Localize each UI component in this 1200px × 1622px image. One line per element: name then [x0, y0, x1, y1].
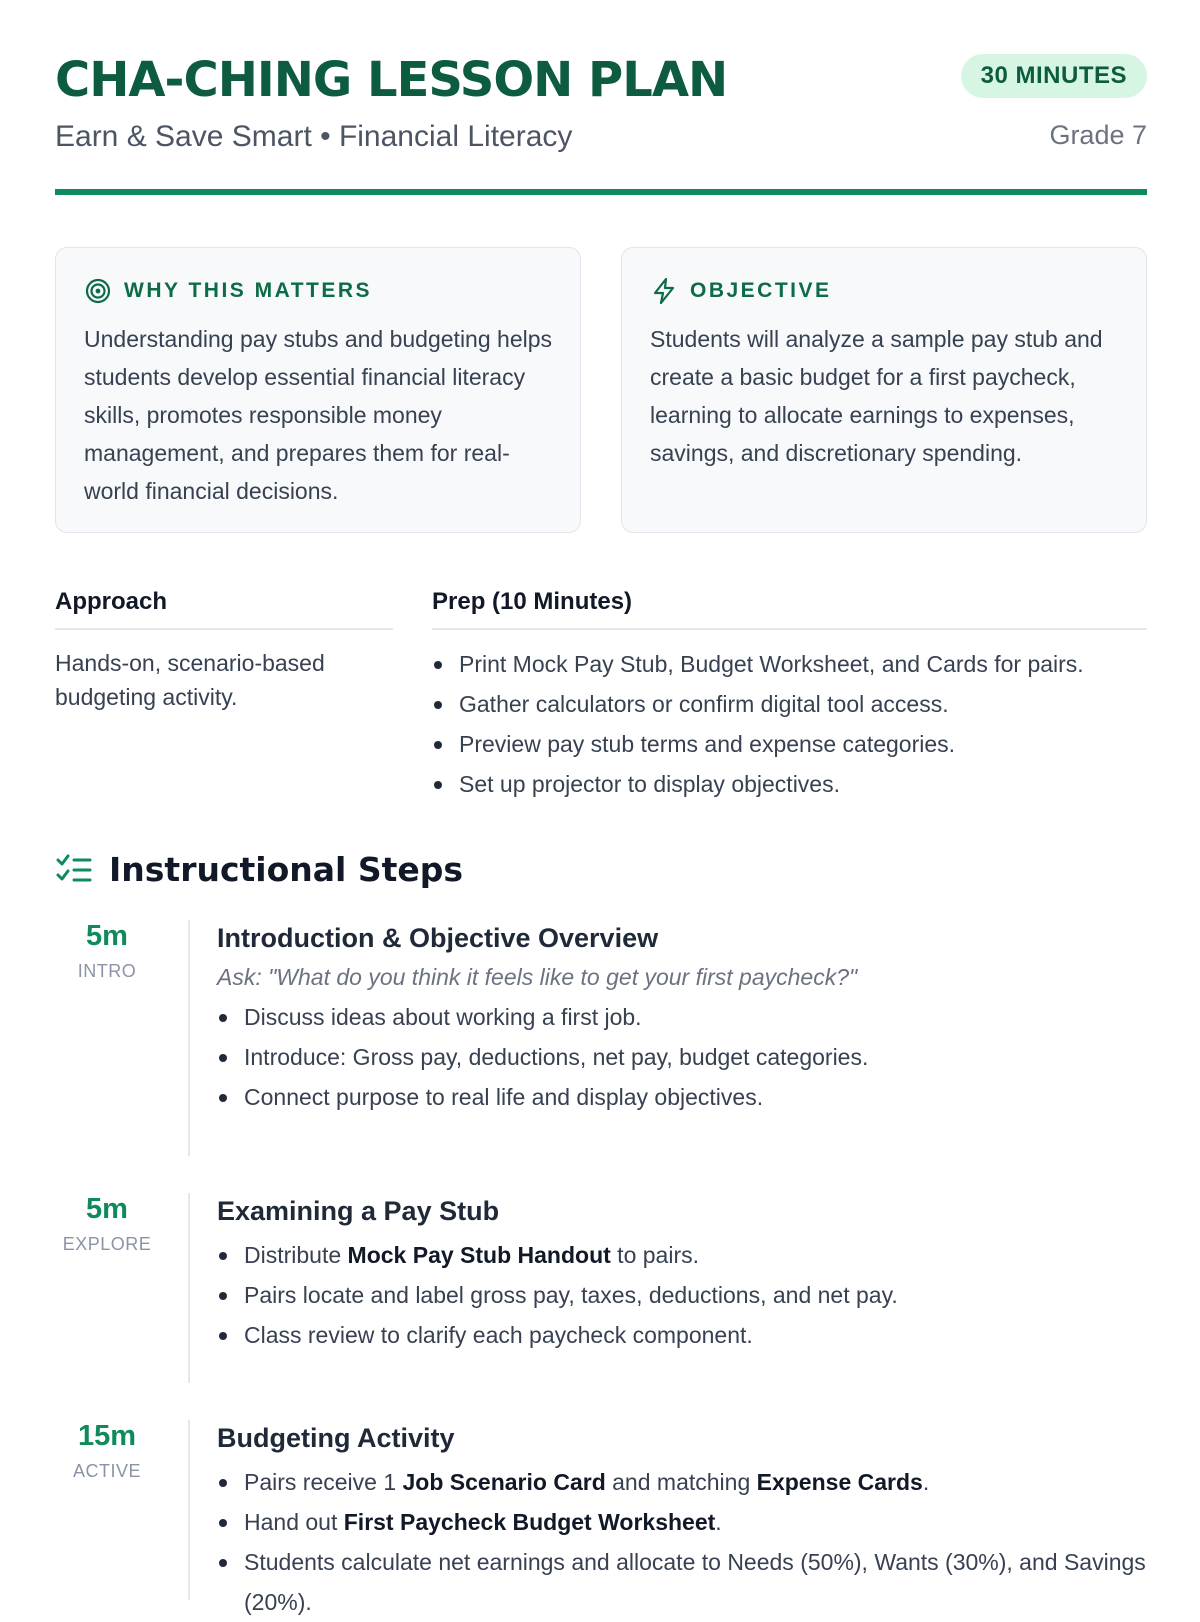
step-content: [217, 1420, 1147, 1622]
why-card-text: Understanding pay stubs and budgeting helps students develop essential financial literacy skills, promotes responsible money management, and prepares them for real-world financial decisions.: [84, 326, 553, 504]
checklist-icon: [55, 851, 93, 889]
step-minutes: 5m: [86, 920, 128, 952]
step-title: Budgeting Activity: [217, 1423, 455, 1453]
prep-item: Preview pay stub terms and expense categories.: [432, 724, 1147, 764]
step-divider: [188, 1420, 190, 1600]
objective-card-text: Students will analyze a sample pay stub and create a basic budget for a first paycheck, learning to allocate earnings to expenses, savings, and discretionary spending.: [650, 326, 1103, 466]
instructional-steps-heading: [55, 850, 463, 889]
step-title: Examining a Pay Stub: [217, 1196, 500, 1226]
step-item: Students calculate net earnings and allocate to Needs (50%), Wants (30%), and Savings (20%).: [217, 1542, 1147, 1622]
step-item: Distribute Mock Pay Stub Handout to pairs.: [217, 1235, 1147, 1275]
page-title: CHA-CHING LESSON PLAN: [55, 52, 728, 108]
objective-card: [621, 247, 1147, 533]
step-item: Introduce: Gross pay, deductions, net pay, budget categories.: [217, 1037, 1147, 1077]
step-active: [55, 1420, 1147, 1615]
step-quote: Ask: "What do you think it feels like to get your first paycheck?": [217, 964, 858, 990]
target-icon: [84, 277, 112, 305]
why-card-title: WHY THIS MATTERS: [124, 279, 373, 302]
prep-list: [432, 644, 1147, 804]
prep-item: Print Mock Pay Stub, Budget Worksheet, and Cards for pairs.: [432, 644, 1147, 684]
step-list: [217, 1235, 1147, 1355]
step-list: [217, 1462, 1147, 1622]
step-tag: ACTIVE: [72, 1461, 141, 1481]
step-tag: EXPLORE: [62, 1234, 152, 1254]
lightning-icon: [650, 277, 678, 305]
step-item: Class review to clarify each paycheck component.: [217, 1315, 1147, 1355]
step-title: Introduction & Objective Overview: [217, 923, 659, 953]
step-intro: [55, 920, 1147, 1160]
duration-badge: 30 MINUTES: [961, 54, 1147, 98]
prep-item: Gather calculators or confirm digital tool access.: [432, 684, 1147, 724]
approach-heading: Approach: [55, 588, 393, 630]
header: [55, 0, 1147, 195]
step-minutes: 5m: [86, 1193, 128, 1225]
step-divider: [188, 1193, 190, 1383]
step-item: Connect purpose to real life and display objectives.: [217, 1077, 1147, 1117]
instructional-steps-title: Instructional Steps: [109, 850, 464, 889]
step-item: Discuss ideas about working a first job.: [217, 997, 1147, 1037]
step-content: [217, 920, 1147, 1117]
lesson-plan-page: [55, 0, 1147, 1615]
page-subtitle: Earn & Save Smart • Financial Literacy: [55, 120, 573, 153]
prep-section: [432, 588, 1147, 804]
info-cards: [55, 247, 1147, 533]
approach-section: [55, 588, 393, 714]
grade-label: Grade 7: [1049, 120, 1147, 150]
step-explore: [55, 1193, 1147, 1393]
step-item: Hand out First Paycheck Budget Worksheet.: [217, 1502, 1147, 1542]
prep-heading: Prep (10 Minutes): [432, 588, 1147, 630]
why-this-matters-card: [55, 247, 581, 533]
step-time: [55, 920, 159, 982]
step-divider: [188, 920, 190, 1156]
step-list: [217, 997, 1147, 1117]
step-time: [55, 1193, 159, 1255]
prep-item: Set up projector to display objectives.: [432, 764, 1147, 804]
step-time: [55, 1420, 159, 1482]
approach-text: Hands-on, scenario-based budgeting activity.: [55, 650, 325, 710]
step-content: [217, 1193, 1147, 1355]
step-item: Pairs locate and label gross pay, taxes, deductions, and net pay.: [217, 1275, 1147, 1315]
step-minutes: 15m: [77, 1420, 137, 1452]
step-item: Pairs receive 1 Job Scenario Card and matching Expense Cards.: [217, 1462, 1147, 1502]
objective-card-title: OBJECTIVE: [690, 279, 832, 302]
step-tag: INTRO: [77, 961, 137, 981]
